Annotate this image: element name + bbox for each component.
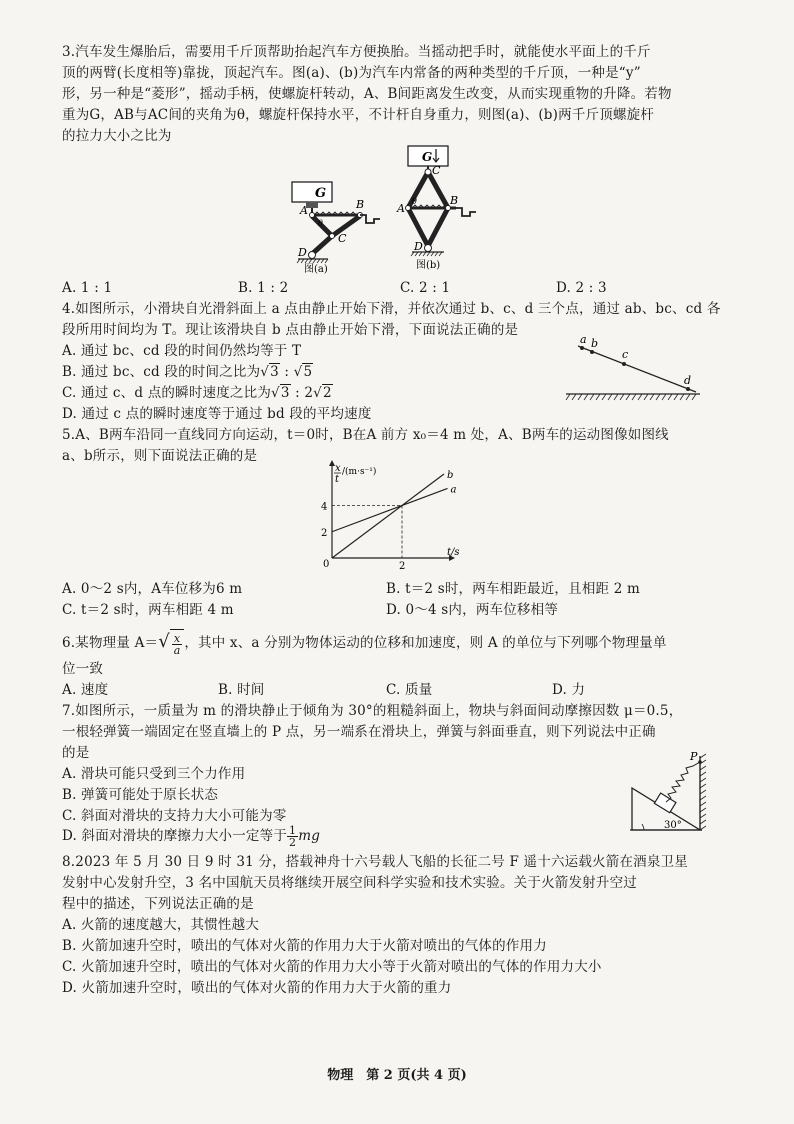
q7-line-3: 的是 [62,745,90,761]
q5-line-2: a、b所示，则下面说法正确的是 [62,448,258,464]
q3-line-5: 的拉力大小之比为 [62,128,172,144]
incline-surface [578,346,696,392]
spring [666,762,700,802]
y-tick-label: 2 [321,527,328,539]
label-d-b: D [414,240,423,253]
q4-option-d: D. 通过 c 点的瞬时速度等于通过 bd 段的平均速度 [62,406,372,422]
q8-option-b: B. 火箭加速升空时，喷出的气体对火箭的作用力大于火箭对喷出的气体的作用力 [62,938,547,954]
point-b [590,350,594,354]
slider-block [654,793,676,813]
caption-b: 图(b) [416,260,441,271]
label-c-a: C [338,232,347,245]
arm-cd-a [312,236,332,254]
point-p [698,760,702,764]
y-tick-label: 4 [321,501,328,513]
q3-line-4: 重为G，AB与AC间的夹角为θ，螺旋杆保持水平，不计杆自身重力，则图(a)、(b)两千斤顶螺旋杆 [62,107,655,123]
series-label-a: a [450,484,457,496]
x-axis-label: t/s [447,547,460,558]
label-a-b: A [397,202,405,215]
page-footer: 物理 第 2 页(共 4 页) [327,1068,467,1083]
point-d [686,387,690,391]
q4-option-c: C. 通过 c、d 点的瞬时速度之比为√3 : 2√2 [62,385,332,401]
caption-a: 图(a) [304,264,328,274]
arm-bd-b [428,208,448,246]
q6-line-1: 6.某物理量 A＝√ $\frac{x}{a}$ ，其中 x、a 分别为物体运动的位移和加速度，则 A 的单位与下列哪个物理量单 [62,631,667,657]
label-point-c: c [622,348,629,361]
q7-option-d: D. 斜面对滑块的摩擦力大小一定等于 $\frac{1}{2}$ mg [62,824,321,849]
label-c-b: C [432,164,441,177]
point-a [580,346,584,350]
label-b-a: B [356,198,365,211]
q8-option-d: D. 火箭加速升空时，喷出的气体对火箭的作用力大于火箭的重力 [62,980,452,996]
q4-option-a: A. 通过 bc、cd 段的时间仍然均等于 T [62,343,302,359]
q6-option-b: B. 时间 [218,682,265,698]
label-point-b: b [591,337,599,350]
label-point-a: a [580,334,587,346]
q6-option-d: D. 力 [552,682,586,698]
label-a-a: A [300,204,308,217]
crank-handle-b [456,208,476,216]
incline-figure [560,334,710,406]
q7-option-b: B. 弹簧可能处于原长状态 [62,787,219,803]
q7-line-1: 7.如图所示，一质量为 m 的滑块静止于倾角为 30°的粗糙斜面上，物块与斜面间动摩擦因数 μ＝0.5， [62,703,683,719]
label-theta-b: θ [412,197,417,206]
label-b-b: B [450,194,459,207]
q4-option-b: B. 通过 bc、cd 段的时间之比为√3 : √5 [62,364,313,380]
q8-option-c: C. 火箭加速升空时，喷出的气体对火箭的作用力大小等于火箭对喷出的气体的作用力大小 [62,959,602,975]
x-tick-label: 2 [399,561,406,572]
q6-option-a: A. 速度 [62,682,109,698]
q7-option-c: C. 斜面对滑块的支持力大小可能为零 [62,808,287,824]
label-d-a: D [298,246,307,259]
crank-handle-a [360,215,380,223]
q3-line-3: 形，另一种是“菱形”，摇动手柄，使螺旋杆转动，A、B间距离发生改变，从而实现重物的升降。若物 [62,86,672,102]
q3-option-a: A. 1 : 1 [62,280,113,296]
q8-option-a: A. 火箭的速度越大，其惯性越大 [62,917,260,933]
series-label-b: b [447,470,454,481]
jack-figure-b [392,142,492,274]
jack-figure-a [282,178,392,274]
series-line-b [332,474,444,558]
q6-option-c: C. 质量 [386,682,433,698]
q5-option-d: D. 0～4 s内，两车位移相等 [386,602,559,618]
load-label-a: G [315,186,327,201]
y-axis-label-numerator: x [335,463,341,474]
slope-spring-figure [626,752,726,836]
origin-label: 0 [323,559,330,570]
label-p: P [690,752,698,763]
arm-ca-b [408,172,428,208]
q5-line-1: 5.A、B两车沿同一直线同方向运动，t＝0时，B在A 前方 x₀＝4 m 处，A、B两车的运动图像如图线 [62,427,669,443]
q7-line-2: 一根轻弹簧一端固定在竖直墙上的 P 点，另一端系在滑块上，弹簧与斜面垂直，则下列说法中正确 [62,724,656,740]
y-axis-label-denominator: t [335,474,340,485]
xt-graph [300,458,460,578]
arm-cb-b [428,172,448,208]
q8-line-2: 发射中心发射升空，3 名中国航天员将继续开展空间科学实验和技术实验。关于火箭发射升空过 [62,875,637,891]
q5-option-b: B. t＝2 s时，两车相距最近，且相距 2 m [386,581,641,597]
label-angle: 30° [664,820,682,831]
q3-option-c: C. 2 : 1 [400,280,451,296]
series-line-a [332,488,448,531]
q4-line-2: 段所用时间均为 T。现让该滑块自 b 点由静止开始下滑，下面说法正确的是 [62,322,519,338]
point-c [622,362,626,366]
q5-option-c: C. t＝2 s时，两车相距 4 m [62,602,234,618]
y-axis-label-unit: /(m·s⁻¹) [342,467,377,477]
q3-option-d: D. 2 : 3 [556,280,607,296]
q4-line-1: 4.如图所示，小滑块自光滑斜面上 a 点由静止开始下滑，并依次通过 b、c、d 三个点，通过 ab、bc、cd 各 [62,301,721,317]
q3-line-1: 3.汽车发生爆胎后，需要用千斤顶帮助抬起汽车方便换胎。当摇动把手时，就能使水平面上的千斤 [62,44,651,60]
q7-option-a: A. 滑块可能只受到三个力作用 [62,766,246,782]
load-label-b: G [422,150,433,164]
q8-line-3: 程中的描述，下列说法正确的是 [62,896,254,912]
q3-option-b: B. 1 : 2 [238,280,289,296]
label-point-d: d [684,374,692,387]
label-theta-a: θ [318,219,323,228]
q3-line-2: 顶的两臂(长度相等)靠拢，顶起汽车。图(a)、(b)为汽车内常备的两种类型的千斤顶，一种是“y” [62,65,641,81]
q5-option-a: A. 0～2 s内，A车位移为6 m [62,581,243,597]
q8-line-1: 8.2023 年 5 月 30 日 9 时 31 分，搭载神舟十六号载人飞船的长征二号 F 遥十六运载火箭在酒泉卫星 [62,854,688,870]
q6-line-2: 位一致 [62,661,104,677]
